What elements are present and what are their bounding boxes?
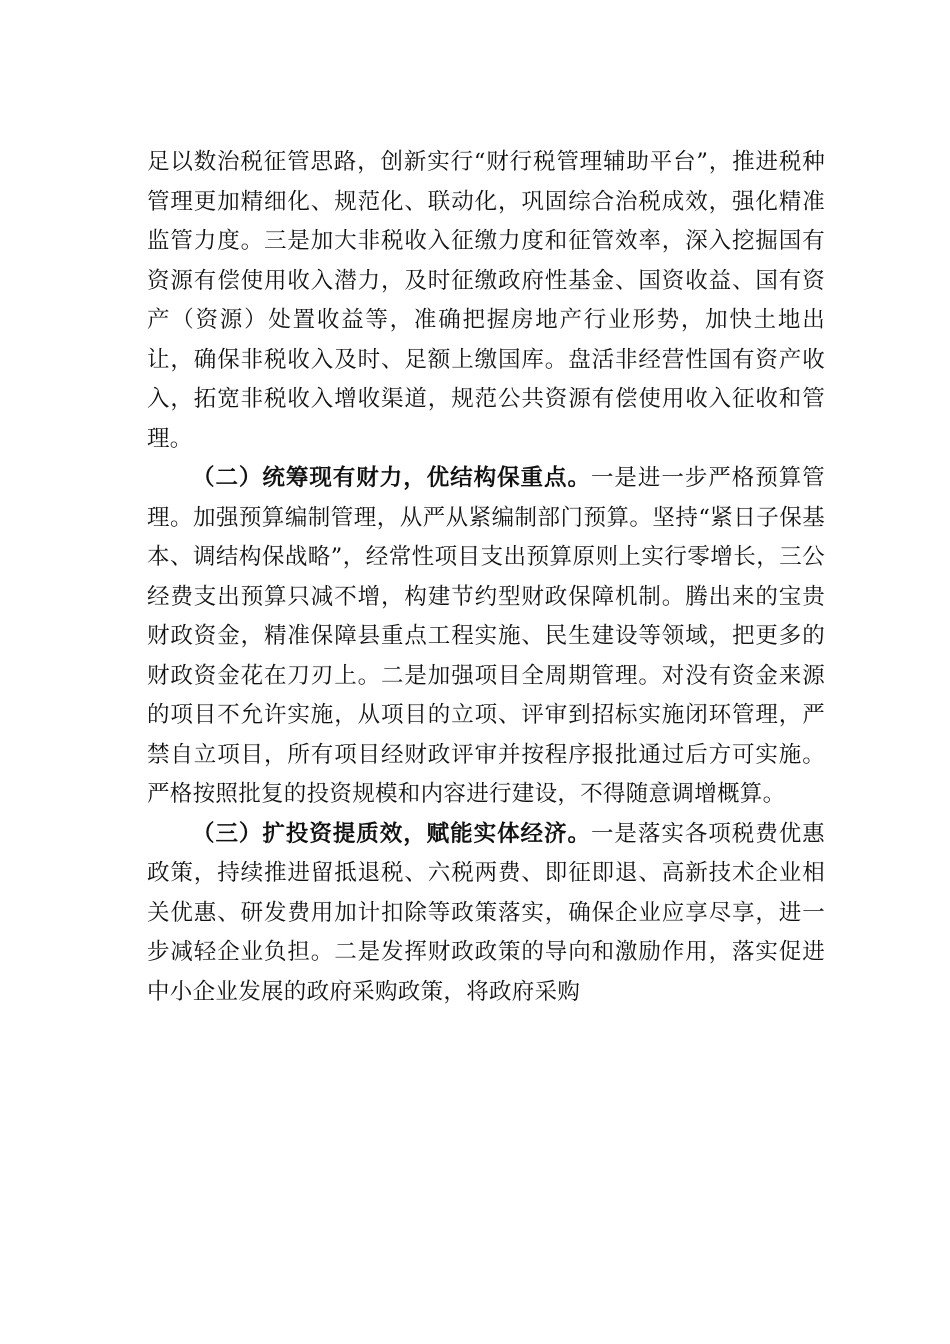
paragraph-body: 一是进一步严格预算管理。加强预算编制管理，从严从紧编制部门预算。坚持“紧日子保基本、调结构保战略”，经常性项目支出预算原则上实行零增长，三公经费支出预算只减不增，构建节约型财政保障机制。腾出来的宝贵财政资金，精准保障县重点工程实施、民生建设等领域，把更多的财政资金花在刀刃上。二是加强项目全周期管理。对没有资金来源的项目不允许实施，从项目的立项、评审到招标实施闭环管理，严禁自立项目，所有项目经财政评审并按程序报批通过后方可实施。严格按照批复的投资规模和内容进行建设，不得随意调增概算。 xyxy=(147,465,825,807)
document-body xyxy=(147,143,825,1012)
section-heading-3: （三）扩投资提质效，赋能实体经济。 xyxy=(192,820,591,847)
paragraph-tax-collection xyxy=(147,143,825,459)
paragraph-body: 一是落实各项税费优惠政策，持续推进留抵退税、六税两费、即征即退、高新技术企业相关优惠、研发费用加计扣除等政策落实，确保企业应享尽享，进一步减轻企业负担。二是发挥财政政策的导向和激励作用，落实促进中小企业发展的政府采购政策，将政府采购 xyxy=(147,820,825,1005)
section-heading-2: （二）统筹现有财力，优结构保重点。 xyxy=(192,465,591,491)
paragraph-fiscal-resources xyxy=(147,459,825,815)
paragraph-investment xyxy=(147,815,825,1013)
paragraph-body: 足以数治税征管思路，创新实行“财行税管理辅助平台”，推进税种管理更加精细化、规范化、联动化，巩固综合治税成效，强化精准监管力度。三是加大非税收入征缴力度和征管效率，深入挖掘国有资源有偿使用收入潜力，及时征缴政府性基金、国资收益、国有资产（资源）处置收益等，准确把握房地产行业形势，加快土地出让，确保非税收入及时、足额上缴国库。盘活非经营性国有资产收入，拓宽非税收入增收渠道，规范公共资源有偿使用收入征收和管理。 xyxy=(147,149,825,452)
